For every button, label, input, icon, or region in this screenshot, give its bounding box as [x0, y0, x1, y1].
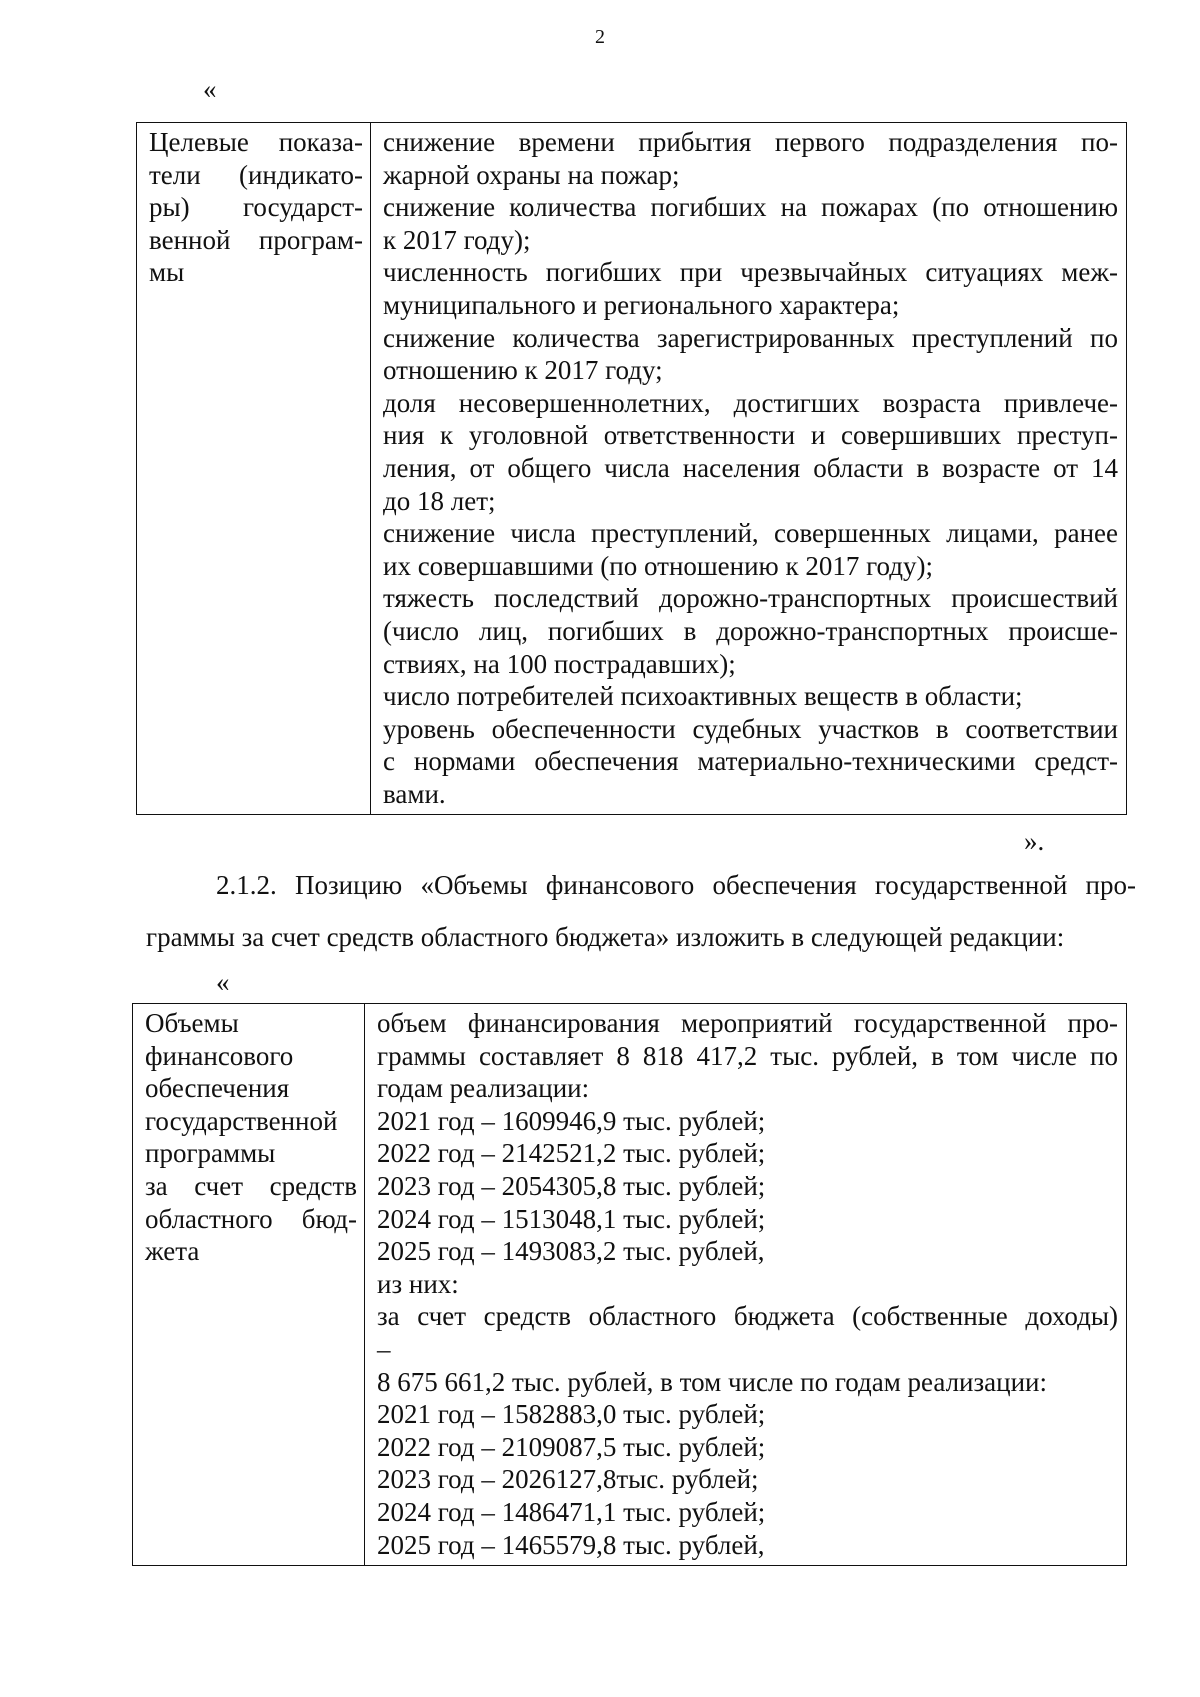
content-line: число потребителей психоактивных веществ в области; — [383, 681, 1023, 712]
label-line: венной програм- — [149, 224, 363, 255]
content-line: снижение количества погибших на пожарах (по отношению — [383, 192, 1118, 223]
content-line: жарной охраны на пожар; — [383, 159, 680, 190]
funding-content-cell — [365, 1004, 1127, 1566]
paragraph-line: граммы за счет средств областного бюджета» изложить в следующей редакции: — [146, 922, 1065, 952]
label-line: программы — [145, 1138, 276, 1169]
content-line: – — [377, 1333, 391, 1364]
content-line: до 18 лет; — [383, 485, 496, 516]
content-line: объем финансирования мероприятий государственной про- — [377, 1008, 1118, 1038]
table-row — [133, 1004, 1127, 1566]
content-line: ствиях, на 100 пострадавших); — [383, 648, 736, 679]
content-line: тяжесть последствий дорожно-транспортных происшествий — [383, 583, 1118, 614]
content-line: 2021 год – 1582883,0 тыс. рублей; — [377, 1399, 766, 1430]
content-line: муниципального и регионального характера; — [383, 289, 900, 320]
content-line: 2024 год – 1486471,1 тыс. рублей; — [377, 1496, 766, 1527]
content-line: (число лиц, погибших в дорожно-транспортных происше- — [383, 615, 1118, 646]
content-line: отношению к 2017 году; — [383, 355, 663, 386]
label-line: жета — [145, 1236, 200, 1267]
content-line: снижение количества зарегистрированных преступлений по — [383, 322, 1118, 353]
label-line: государственной — [145, 1105, 338, 1136]
table-row — [137, 123, 1127, 815]
content-line: доля несовершеннолетних, достигших возраста привлече- — [383, 387, 1118, 418]
content-line: к 2017 году); — [383, 224, 531, 255]
indicators-content-cell — [371, 123, 1127, 815]
content-line: ления, от общего числа населения области в возрасте от 14 — [383, 452, 1118, 483]
content-line: их совершавшими (по отношению к 2017 году); — [383, 550, 933, 581]
label-line: тели (индикато- — [149, 159, 363, 190]
closing-quote-1: ». — [1024, 826, 1045, 856]
content-line: снижение времени прибытия первого подразделения по- — [383, 127, 1118, 157]
label-line: ры) государст- — [149, 192, 363, 223]
content-line: с нормами обеспечения материально-техническими средст- — [383, 746, 1118, 777]
opening-quote-1: « — [203, 74, 217, 104]
paragraph-line: 2.1.2. Позицию «Объемы финансового обеспечения государственной про- — [216, 870, 1136, 900]
opening-quote-2: « — [216, 967, 230, 997]
label-line: областного бюд- — [145, 1203, 357, 1234]
funding-label-cell — [133, 1004, 365, 1566]
content-line: из них: — [377, 1268, 459, 1299]
content-line: 2021 год – 1609946,9 тыс. рублей; — [377, 1105, 766, 1136]
label-line: финансового — [145, 1040, 294, 1071]
content-line: 2023 год – 2054305,8 тыс. рублей; — [377, 1170, 766, 1201]
content-line: численность погибших при чрезвычайных ситуациях меж- — [383, 257, 1118, 288]
content-line: вами. — [383, 778, 446, 809]
content-line: снижение числа преступлений, совершенных лицами, ранее — [383, 518, 1118, 549]
content-line: граммы составляет 8 818 417,2 тыс. рублей, в том числе по — [377, 1040, 1118, 1071]
content-line: ния к уголовной ответственности и совершивших преступ- — [383, 420, 1118, 451]
content-line: 2023 год – 2026127,8тыс. рублей; — [377, 1464, 759, 1495]
content-line: годам реализации: — [377, 1073, 590, 1104]
content-line: 2022 год – 2142521,2 тыс. рублей; — [377, 1138, 766, 1169]
content-line: 2025 год – 1465579,8 тыс. рублей, — [377, 1529, 765, 1560]
label-line: Целевые показа- — [149, 127, 363, 157]
content-line: 2024 год – 1513048,1 тыс. рублей; — [377, 1203, 766, 1234]
label-line: Объемы — [145, 1008, 239, 1038]
content-line: 8 675 661,2 тыс. рублей, в том числе по годам реализации: — [377, 1366, 1048, 1397]
label-line: за счет средств — [145, 1170, 357, 1201]
target-indicators-table — [136, 122, 1127, 815]
label-line: мы — [149, 257, 185, 288]
label-line: обеспечения — [145, 1073, 290, 1104]
content-line: уровень обеспеченности судебных участков в соответствии — [383, 713, 1118, 744]
content-line: за счет средств областного бюджета (собственные доходы) — [377, 1301, 1118, 1332]
indicators-label-cell — [137, 123, 371, 815]
page-number: 2 — [595, 26, 605, 48]
funding-volumes-table — [132, 1003, 1127, 1566]
content-line: 2022 год – 2109087,5 тыс. рублей; — [377, 1431, 766, 1462]
content-line: 2025 год – 1493083,2 тыс. рублей, — [377, 1236, 765, 1267]
